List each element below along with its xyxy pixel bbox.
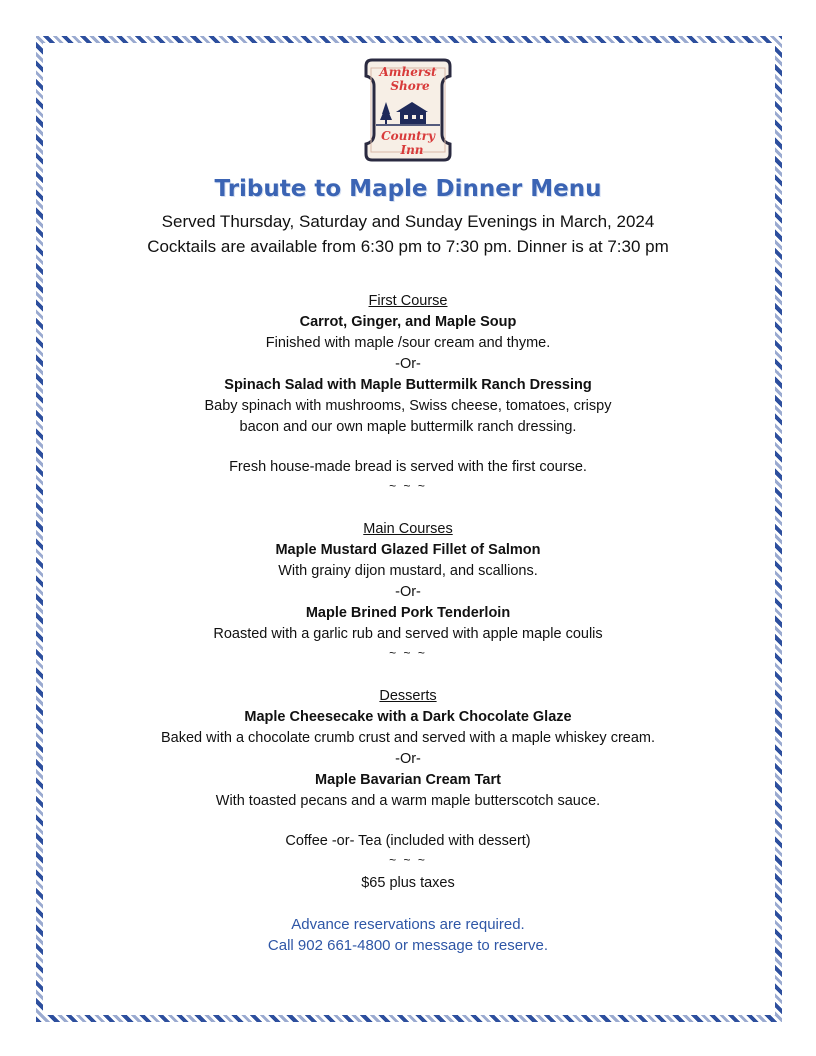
or-separator: -Or- <box>395 751 421 767</box>
dish-description: With grainy dijon mustard, and scallions. <box>278 563 538 579</box>
dish-description: Baby spinach with mushrooms, Swiss cheese, tomatoes, crispy <box>204 398 612 414</box>
dish-name: Maple Brined Pork Tenderloin <box>305 605 511 621</box>
dish-name: Maple Mustard Glazed Fillet of Salmon <box>275 542 541 558</box>
served-line: Served Thursday, Saturday and Sunday Evenings in March, 2024 <box>161 212 655 231</box>
first-course-heading: First Course <box>368 293 448 309</box>
or-separator: -Or- <box>395 584 421 600</box>
reservations-note: Advance reservations are required. <box>291 916 525 933</box>
logo-line1: Amherst <box>379 65 437 79</box>
inn-sign-logo-icon <box>360 56 456 164</box>
logo-line3: Country <box>381 129 435 143</box>
logo-line2: Shore <box>390 79 430 93</box>
main-courses-heading: Main Courses <box>363 521 453 537</box>
section-separator: ~ ~ ~ <box>389 479 427 493</box>
dish-name: Spinach Salad with Maple Buttermilk Ranch Dressing <box>224 377 592 393</box>
or-separator: -Or- <box>395 356 421 372</box>
dish-description: Finished with maple /sour cream and thyme. <box>265 335 551 351</box>
dish-description: bacon and our own maple buttermilk ranch dressing. <box>239 419 577 435</box>
menu-title: Tribute to Maple Dinner Menu <box>214 176 602 202</box>
dish-name: Maple Cheesecake with a Dark Chocolate Glaze <box>244 709 572 725</box>
section-separator: ~ ~ ~ <box>389 646 427 660</box>
bread-note: Fresh house-made bread is served with the first course. <box>229 459 587 475</box>
contact-note: Call 902 661-4800 or message to reserve. <box>267 937 549 954</box>
price: $65 plus taxes <box>361 875 455 891</box>
dish-name: Maple Bavarian Cream Tart <box>315 772 501 788</box>
dish-description: Baked with a chocolate crumb crust and served with a maple whiskey cream. <box>160 730 656 746</box>
dish-description: With toasted pecans and a warm maple butterscotch sauce. <box>215 793 601 809</box>
dish-name: Carrot, Ginger, and Maple Soup <box>299 314 517 330</box>
section-separator: ~ ~ ~ <box>389 853 427 867</box>
desserts-heading: Desserts <box>379 688 437 704</box>
coffee-tea-note: Coffee -or- Tea (included with dessert) <box>285 833 531 849</box>
dish-description: Roasted with a garlic rub and served with apple maple coulis <box>213 626 603 642</box>
logo-line4: Inn <box>400 143 424 157</box>
cocktails-line: Cocktails are available from 6:30 pm to 7:30 pm. Dinner is at 7:30 pm <box>147 237 669 256</box>
